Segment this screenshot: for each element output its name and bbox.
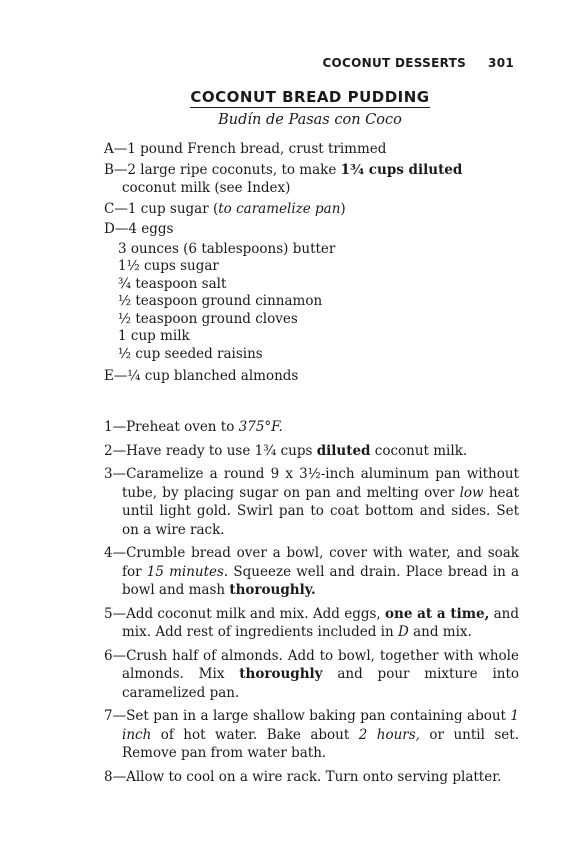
step-2: 2—Have ready to use 1¾ cups diluted coconut milk.: [104, 442, 468, 459]
step-4: 4—Crumble bread over a bowl, cover with water, and soak for 15 minutes. Squeeze well and drain. Place bread in a bowl and mash thoroughly.: [104, 545, 520, 598]
recipe-subtitle: Budín de Pasas con Coco: [218, 112, 402, 128]
step-1: 1—Preheat oven to 375°F.: [104, 419, 283, 435]
ingredient-d-item: ½ teaspoon ground cinnamon: [118, 293, 323, 309]
ingredient-c: C—1 cup sugar (to caramelize pan): [104, 200, 346, 217]
step-8: 8—Allow to cool on a wire rack. Turn onto serving platter.: [104, 768, 502, 785]
section-title: COCONUT DESSERTS: [322, 56, 467, 70]
ingredient-d-item: 1 cup milk: [118, 328, 190, 344]
method-steps: [104, 418, 519, 791]
ingredient-e: E—¼ cup blanched almonds: [104, 368, 299, 384]
ingredient-d-item: 1½ cups sugar: [118, 258, 219, 274]
ingredient-d-item: 3 ounces (6 tablespoons) butter: [118, 240, 336, 257]
ingredient-d-item: ¾ teaspoon salt: [118, 275, 227, 292]
recipe-title: COCONUT BREAD PUDDING: [190, 88, 430, 106]
ingredient-d-item: ½ teaspoon ground cloves: [118, 310, 298, 327]
ingredient-a: A—1 pound French bread, crust trimmed: [104, 141, 387, 157]
ingredient-b: B—2 large ripe coconuts, to make 1¾ cups diluted coconut milk (see Index): [104, 161, 463, 196]
step-5: 5—Add coconut milk and mix. Add eggs, one at a time, and mix. Add rest of ingredients included in D and mix.: [104, 605, 519, 640]
page-number: 301: [488, 56, 514, 70]
running-head: [322, 56, 514, 70]
ingredient-d: D—4 eggs: [104, 221, 174, 237]
step-7: 7—Set pan in a large shallow baking pan containing about 1 inch of hot water. Bake about 2 hours, or until set. Remove pan from water bath.: [104, 708, 519, 761]
ingredient-d-item: ½ cup seeded raisins: [118, 345, 263, 362]
step-6: 6—Crush half of almonds. Add to bowl, together with whole almonds. Mix thoroughly and pour mixture into caramelized pan.: [104, 647, 520, 701]
step-3: 3—Caramelize a round 9 x 3½-inch aluminum pan without tube, by placing sugar on pan and melting over low heat until light gold. Swirl pan to coat bottom and sides. Set on a wire rack.: [104, 466, 519, 538]
ingredients-list: [104, 140, 519, 388]
